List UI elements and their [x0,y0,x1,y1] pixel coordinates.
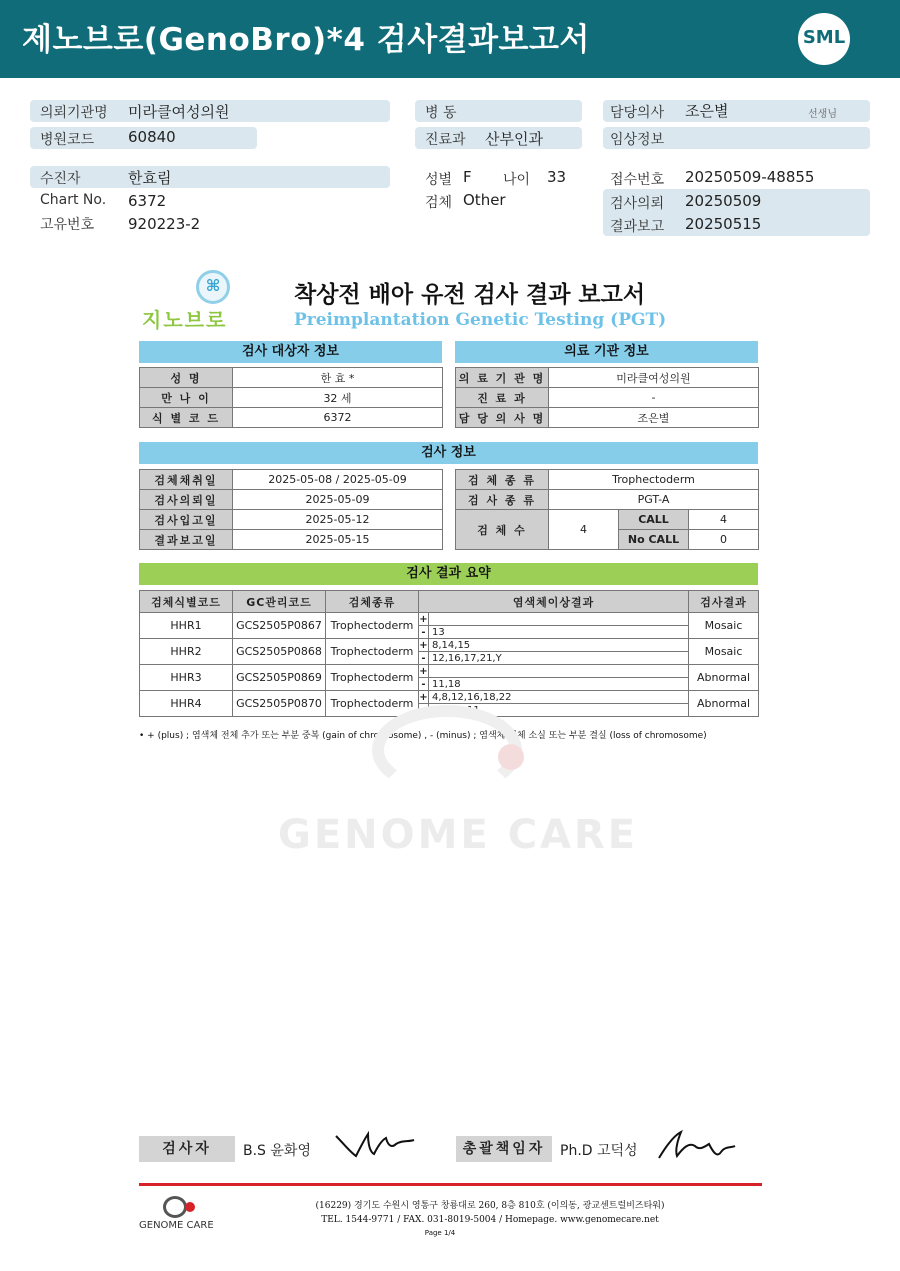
sample-id: HHR1 [140,613,233,639]
ward-label: 병 동 [425,105,457,121]
chart-no-label: Chart No. [40,192,107,208]
summary-table [139,590,759,717]
gc-code: GCS2505P0870 [233,691,326,717]
patient-value: 한효림 [128,169,172,187]
nocall-value: 0 [689,530,759,550]
loss-chromosomes: 13 [429,626,689,639]
report-date-label: 결과보고 [610,219,665,235]
director-name: Ph.D 고덕성 [560,1143,638,1159]
subject-name-label: 성 명 [140,368,233,388]
receipt-date-table-value: 2025-05-12 [233,510,443,530]
test-result: Abnormal [689,665,759,691]
patient-row-bg [30,166,390,188]
tester-name: B.S 윤화영 [243,1143,311,1159]
test-type-label: 검 사 종 류 [456,490,549,510]
dept-value: 산부인과 [485,130,543,148]
tester-label: 검사자 [139,1136,235,1162]
summary-col-chromosome: 염색체이상결과 [419,591,689,613]
genome-care-g-icon [163,1196,187,1218]
table-row [140,665,759,678]
medical-doctor-label: 담 당 의 사 명 [456,408,549,428]
doctor-label: 담당의사 [610,105,665,121]
test-result: Mosaic [689,613,759,639]
call-label: CALL [619,510,689,530]
gc-code: GCS2505P0869 [233,665,326,691]
footer-address-line1: (16229) 경기도 수원시 영통구 창룡대로 260, 8층 810호 (이의동, 광교센트럴비즈타워) [315,1201,665,1211]
minus-sign: - [419,626,429,639]
report-date-table-value: 2025-05-15 [233,530,443,550]
summary-legend-note: • + (plus) ; 염색체 전체 추가 또는 부분 중복 (gain of chromosome) , - (minus) ; 염색체 전체 소실 또는 부분 결실 (loss of chromosome) [139,731,707,741]
gain-chromosomes: 8,14,15 [429,639,689,652]
genome-care-dot-icon [185,1202,195,1212]
director-signature [655,1128,737,1164]
specimen-type: Trophectoderm [326,613,419,639]
subject-info-table [139,367,443,428]
summary-col-gc: GC관리코드 [233,591,326,613]
call-value: 4 [689,510,759,530]
sample-id: HHR4 [140,691,233,717]
sml-logo-text: SML [802,27,846,48]
request-date-table-label: 검사의뢰일 [140,490,233,510]
receipt-date-table-label: 검사입고일 [140,510,233,530]
watermark-dot-icon [498,744,524,770]
genome-care-logo-text: GENOME CARE [139,1220,214,1231]
sex-value: F [463,168,472,186]
chart-no-value: 6372 [128,192,167,210]
sml-logo [798,13,850,65]
gain-chromosomes: 4,8,12,16,18,22 [429,691,689,704]
age-value: 33 [547,168,567,186]
test-specimen-table [455,469,759,550]
watermark-text: GENOME CARE [278,812,639,858]
medical-inst-label: 의 료 기 관 명 [456,368,549,388]
medical-dept-label: 진 료 과 [456,388,549,408]
subject-age-label: 만 나 이 [140,388,233,408]
loss-chromosomes: 12,16,17,21,Y [429,652,689,665]
gc-code: GCS2505P0868 [233,639,326,665]
tester-signature [334,1130,416,1162]
director-label: 총괄책임자 [456,1136,552,1162]
medical-dept-value: - [549,388,759,408]
specimen-type: Trophectoderm [326,639,419,665]
report-date-value: 20250515 [685,215,762,233]
medical-inst-value: 미라클여성의원 [549,368,759,388]
specimen-type-label: 검 체 종 류 [456,470,549,490]
specimen-value: Other [463,191,506,209]
page-number: Page 1/4 [424,1229,456,1237]
specimen-count-value: 4 [549,510,619,550]
footer-address [260,1199,720,1227]
summary-col-id: 검체식별코드 [140,591,233,613]
genobro-logo [138,268,258,330]
patient-label: 수진자 [40,171,81,187]
sample-id: HHR3 [140,665,233,691]
doctor-value: 조은별 [685,102,729,120]
request-date-label: 검사의뢰 [610,196,665,212]
gc-code: GCS2505P0867 [233,613,326,639]
specimen-count-label: 검 체 수 [456,510,549,550]
unique-no-label: 고유번호 [40,217,95,233]
report-subtitle: Preimplantation Genetic Testing (PGT) [294,310,667,330]
loss-chromosomes: 11,18 [429,678,689,691]
minus-sign: - [419,704,429,717]
plus-sign: + [419,691,428,703]
specimen-type: Trophectoderm [326,691,419,717]
hospital-code-label: 병원코드 [40,132,95,148]
summary-col-result: 검사결과 [689,591,759,613]
nocall-label: No CALL [619,530,689,550]
age-label: 나이 [503,172,531,188]
gain-chromosomes [429,613,689,626]
table-row [140,639,759,652]
subject-id-value: 6372 [233,408,443,428]
subject-id-label: 식 별 코 드 [140,408,233,428]
report-date-table-label: 결과보고일 [140,530,233,550]
dept-label: 진료과 [425,132,466,148]
subject-info-header: 검사 대상자 정보 [139,341,442,363]
test-result: Abnormal [689,691,759,717]
receipt-label: 접수번호 [610,172,665,188]
minus-sign: - [419,652,429,665]
test-result: Mosaic [689,639,759,665]
subject-age-value: 32 세 [233,388,443,408]
request-date-value: 20250509 [685,192,762,210]
test-dates-table [139,469,443,550]
specimen-type: Trophectoderm [326,665,419,691]
medical-doctor-value: 조은별 [549,408,759,428]
receipt-value: 20250509-48855 [685,168,815,186]
footer-divider [139,1183,762,1186]
medical-info-table [455,367,759,428]
medical-info-header: 의료 기관 정보 [455,341,758,363]
specimen-label: 검체 [425,195,453,211]
hospital-code-value: 60840 [128,128,176,146]
unique-no-value: 920223-2 [128,215,201,233]
collection-date-label: 검체채취일 [140,470,233,490]
plus-sign: + [419,665,428,677]
test-info-header: 검사 정보 [139,442,758,464]
plus-sign: + [419,639,428,651]
report-header-band [0,0,900,78]
test-type-value: PGT-A [549,490,759,510]
report-header-title: 제노브로(GenoBro)*4 검사결과보고서 [22,22,590,58]
request-date-table-value: 2025-05-09 [233,490,443,510]
institution-value: 미라클여성의원 [128,103,230,121]
clinical-label: 임상정보 [610,132,665,148]
sample-id: HHR2 [140,639,233,665]
gain-chromosomes [429,665,689,678]
specimen-type-value: Trophectoderm [549,470,759,490]
report-title: 착상전 배아 유전 검사 결과 보고서 [294,282,646,308]
genome-care-logo [139,1196,229,1236]
institution-label: 의뢰기관명 [40,105,108,121]
table-row [140,613,759,626]
minus-sign: - [419,678,429,691]
sex-label: 성별 [425,172,453,188]
subject-name-value: 한 효 * [233,368,443,388]
collection-date-value: 2025-05-08 / 2025-05-09 [233,470,443,490]
summary-header: 검사 결과 요약 [139,563,758,585]
table-row [140,691,759,704]
footer-address-line2: TEL. 1544-9771 / FAX. 031-8019-5004 / Homepage. www.genomecare.net [321,1215,659,1225]
plus-sign: + [419,613,428,625]
genobro-logo-word: 지노브로 [142,308,228,332]
dna-person-icon: ⌘ [196,270,230,304]
loss-chromosomes: 1,2,10,11 [429,704,689,717]
summary-col-type: 검체종류 [326,591,419,613]
doctor-suffix: 선생님 [808,109,837,120]
